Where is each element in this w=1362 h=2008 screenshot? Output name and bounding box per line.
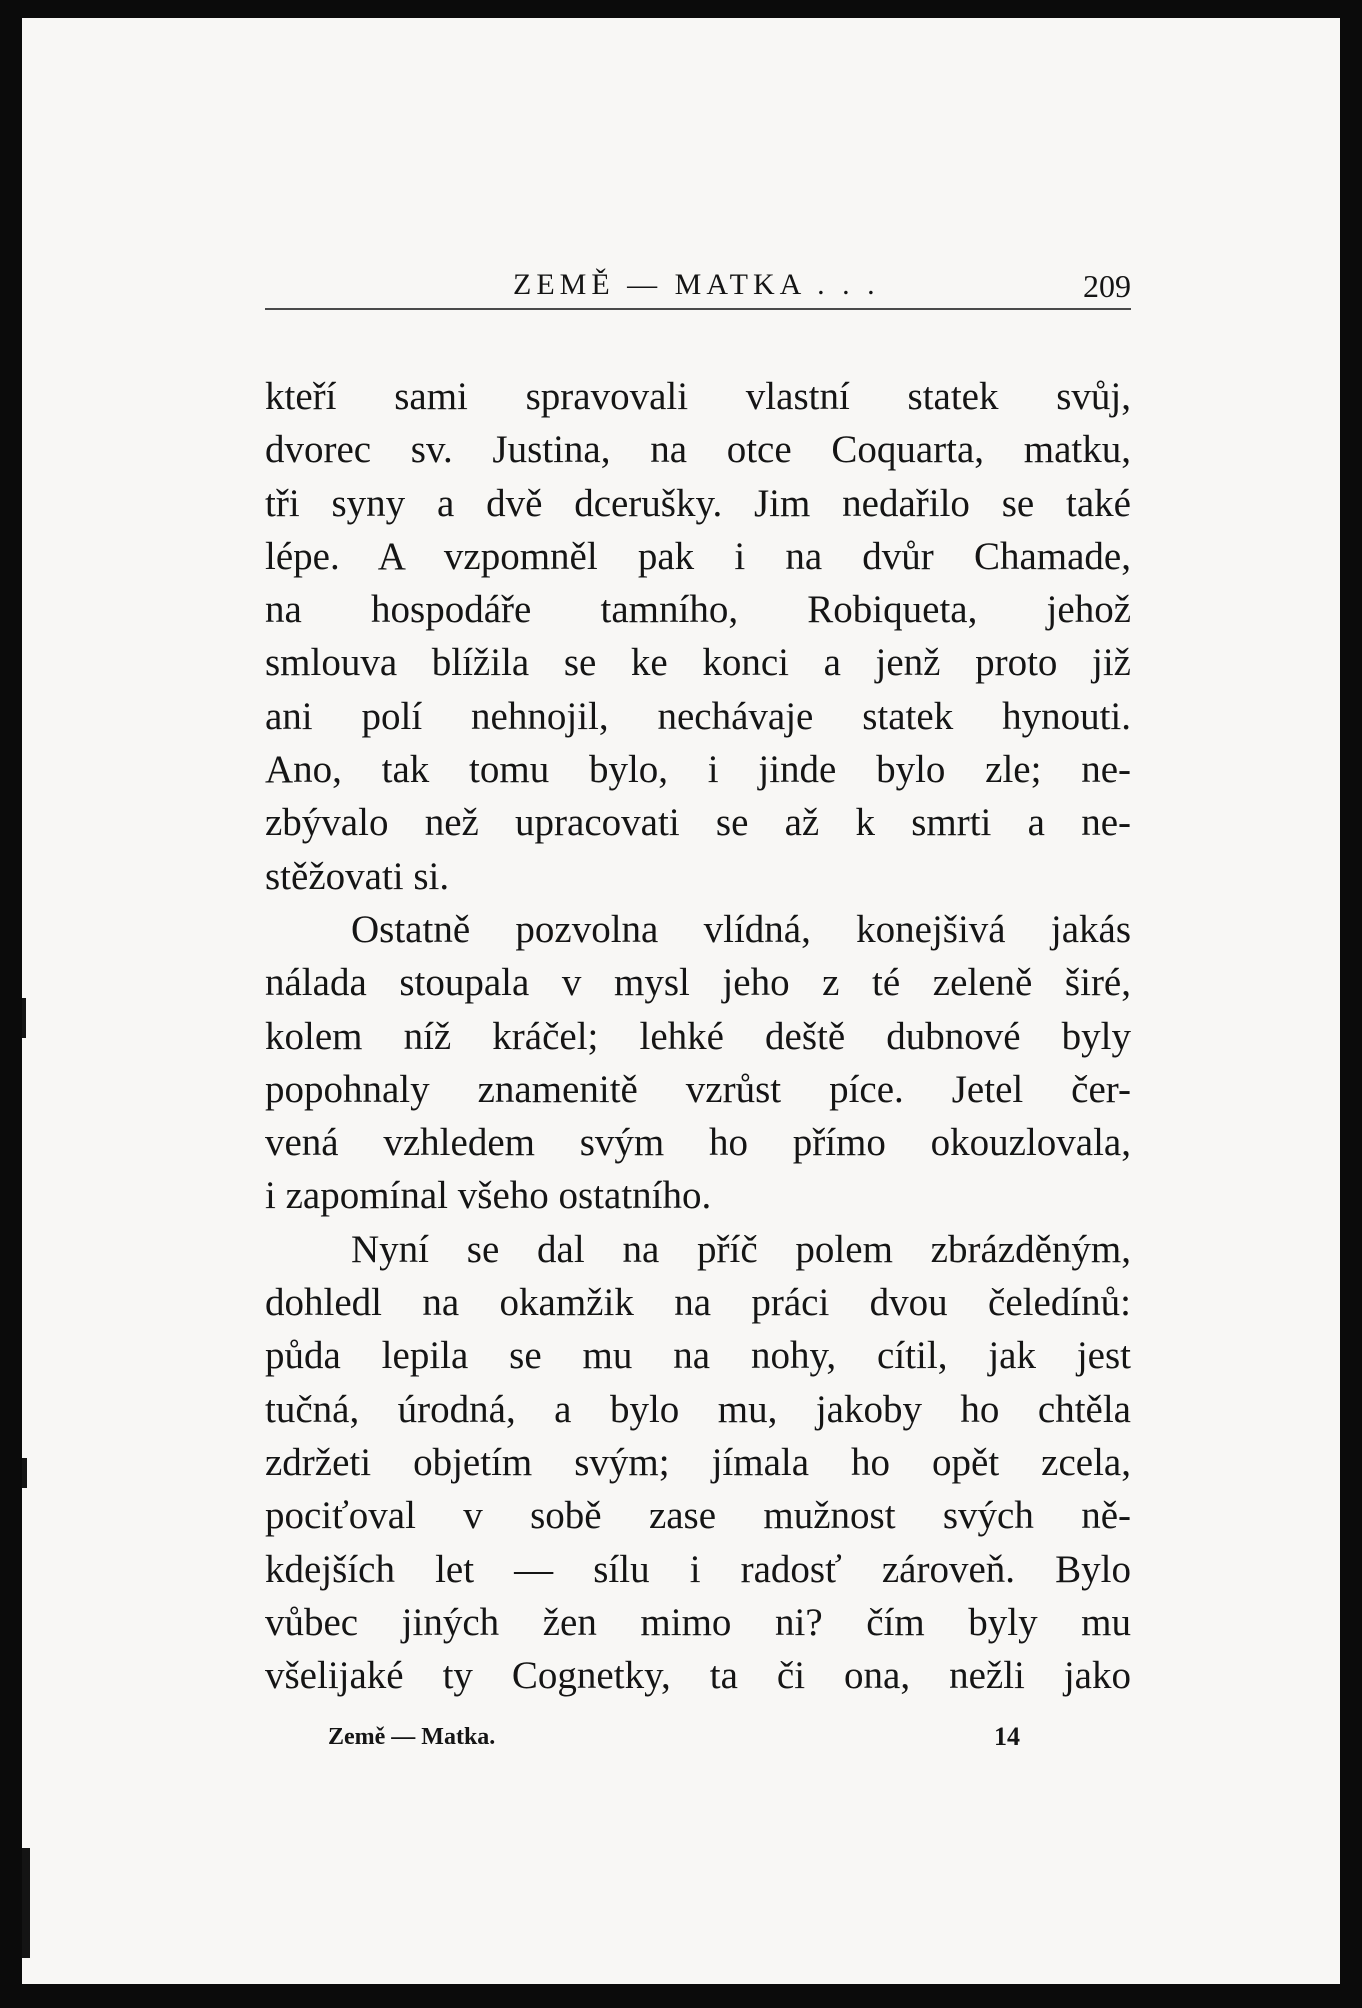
text-line: tučná, úrodná, a bylo mu, jakoby ho chtěla	[265, 1387, 1131, 1431]
text-line: všelijaké ty Cognetky, ta či ona, nežli jako	[265, 1654, 1131, 1698]
binding-edge-mark	[22, 1458, 27, 1488]
text-line: i zapomínal všeho ostatního.	[265, 1174, 712, 1218]
text-line: nálada stoupala v mysl jeho z té zeleně širé,	[265, 961, 1131, 1005]
header-rule	[265, 308, 1131, 310]
text-line: lépe. A vzpomněl pak i na dvůr Chamade,	[265, 534, 1131, 578]
text-line: smlouva blížila se ke konci a jenž proto již	[265, 641, 1131, 685]
text-line: Nyní se dal na příč polem zbrázděným,	[351, 1227, 1131, 1271]
body-text	[265, 370, 1131, 1702]
running-title: ZEMĚ — MATKA . . .	[513, 268, 880, 301]
text-line: kdejších let — sílu i radosť zároveň. Bylo	[265, 1547, 1131, 1591]
text-line: pociťoval v sobě zase mužnost svých ně-	[265, 1494, 1131, 1538]
printer-signature: Země — Matka.	[328, 1724, 496, 1750]
text-line: popohnaly znamenitě vzrůst píce. Jetel čer-	[265, 1067, 1131, 1111]
text-line: stěžovati si.	[265, 854, 450, 898]
signature-number: 14	[994, 1722, 1020, 1751]
binding-edge-mark	[22, 1848, 30, 1958]
text-line: ani polí nehnojil, nechávaje statek hynouti.	[265, 694, 1131, 738]
book-page	[22, 18, 1340, 1984]
binding-edge-mark	[22, 998, 26, 1038]
text-line: Ano, tak tomu bylo, i jinde bylo zle; ne-	[265, 748, 1131, 792]
text-line: dvorec sv. Justina, na otce Coquarta, matku,	[265, 428, 1131, 472]
text-line: zbývalo než upracovati se až k smrti a ne-	[265, 801, 1131, 845]
text-line: kolem níž kráčel; lehké deště dubnové byly	[265, 1014, 1131, 1058]
text-line: vená vzhledem svým ho přímo okouzlovala,	[265, 1121, 1131, 1165]
text-line: Ostatně pozvolna vlídná, konejšivá jakás	[351, 907, 1131, 951]
text-line: zdržeti objetím svým; jímala ho opět zcela,	[265, 1440, 1131, 1484]
text-line: dohledl na okamžik na práci dvou čeledínů:	[265, 1281, 1131, 1325]
running-head	[265, 256, 1131, 316]
text-line: tři syny a dvě dcerušky. Jim nedařilo se také	[265, 481, 1131, 525]
text-line: kteří sami spravovali vlastní statek svůj,	[265, 375, 1131, 418]
page-number: 209	[1083, 268, 1131, 304]
text-line: na hospodáře tamního, Robiqueta, jehož	[265, 588, 1131, 632]
text-line: vůbec jiných žen mimo ni? čím byly mu	[265, 1600, 1131, 1644]
text-line: půda lepila se mu na nohy, cítil, jak jest	[265, 1334, 1131, 1378]
